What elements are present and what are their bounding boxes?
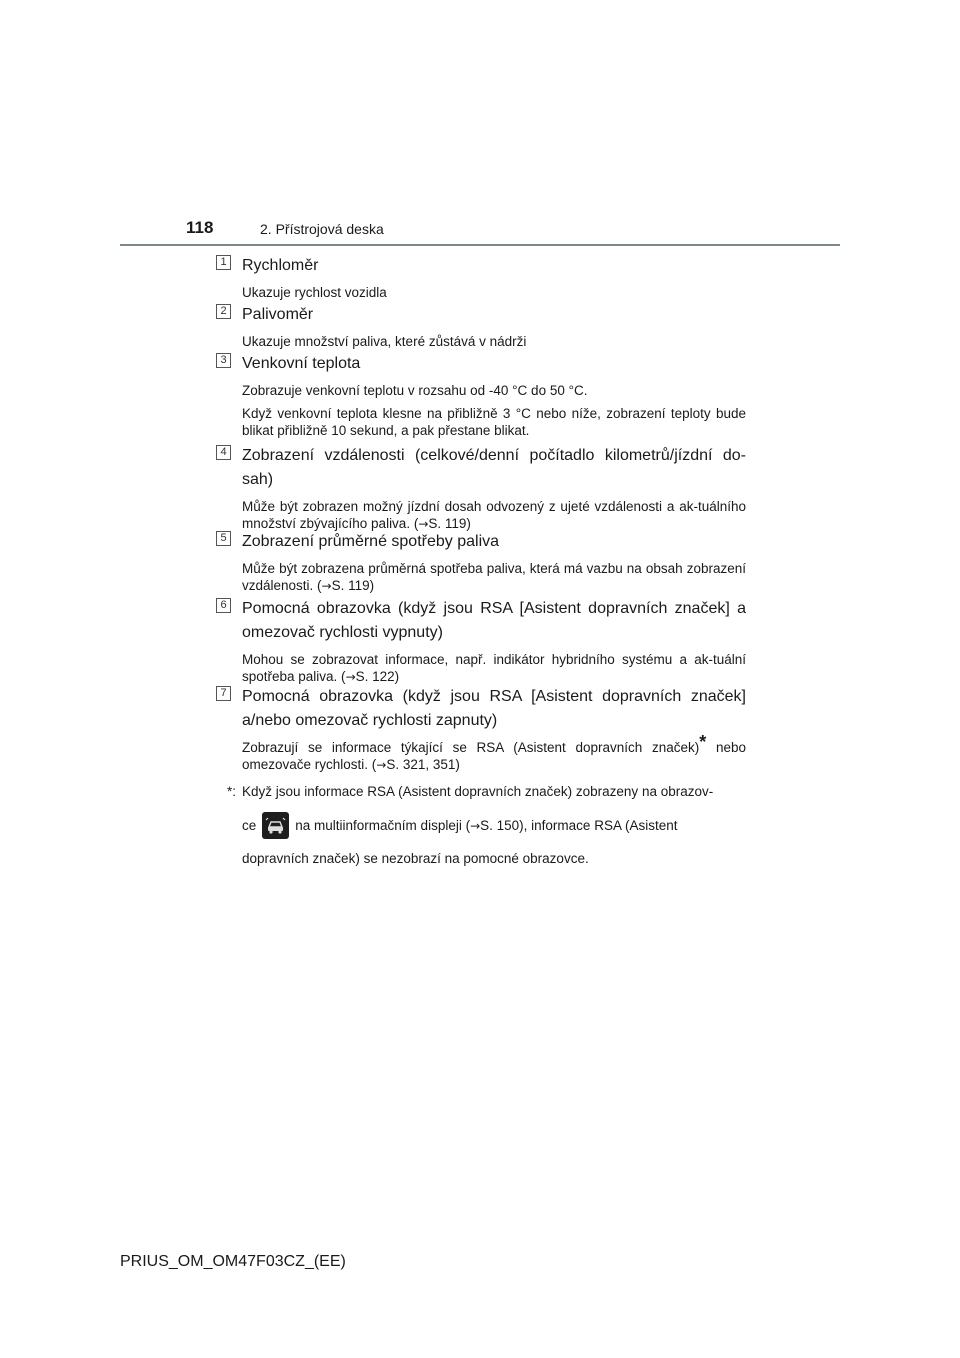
arrow-right-icon: → (470, 818, 481, 833)
footnote-text: ce (242, 817, 257, 833)
list-item (216, 685, 746, 780)
item-title: Pomocná obrazovka (když jsou RSA [Asistent dopravních značek] a/nebo omezovač rychlosti zapnuty) (242, 688, 746, 729)
arrow-right-icon: → (321, 579, 332, 593)
page-reference: S. 321, 351) (386, 757, 460, 772)
item-description (242, 498, 746, 533)
footnote-line: dopravních značek) se nezobrazí na pomocné obrazovce. (242, 851, 589, 866)
page-reference: S. 119) (428, 516, 471, 531)
item-description (242, 732, 746, 774)
car-display-icon (262, 812, 289, 839)
item-number: 1 (216, 255, 231, 270)
item-title: Rychloměr (242, 257, 319, 274)
description-text: Ukazuje rychlost vozidla (242, 285, 387, 300)
list-item (216, 530, 746, 601)
item-description (242, 284, 746, 301)
item-number: 5 (216, 531, 231, 546)
item-title: Palivoměr (242, 306, 314, 323)
list-item (216, 597, 746, 692)
page-reference: S. 150), informace RSA (Asistent (480, 817, 678, 833)
description-text: Když venkovní teplota klesne na přibližně 3 °C nebo níže, zobrazení teploty bude blikat přibližně 10 sekund, a pak přestane blikat. (242, 406, 746, 438)
description-text: Zobrazují se informace týkající se RSA (Asistent dopravních značek) (242, 740, 700, 755)
description-text: Může být zobrazen možný jízdní dosah odvozený z ujeté vzdálenosti a ak-tuálního množství zbývajícího paliva. ( (242, 499, 746, 531)
item-number: 3 (216, 353, 231, 368)
description-text: Mohou se zobrazovat informace, např. indikátor hybridního systému a ak-tuální spotřeba paliva. ( (242, 652, 746, 684)
page-number: 118 (186, 218, 214, 237)
list-item (216, 352, 746, 445)
item-title: Zobrazení průměrné spotřeby paliva (242, 533, 500, 550)
item-number: 6 (216, 598, 231, 613)
item-title: Zobrazení vzdálenosti (celkové/denní počítadlo kilometrů/jízdní do-sah) (242, 447, 746, 488)
item-title: Venkovní teplota (242, 355, 361, 372)
footnote-line (242, 812, 747, 839)
description-text: nebo omezovače rychlosti. ( (242, 740, 746, 772)
arrow-right-icon: → (345, 670, 356, 684)
item-description (242, 651, 746, 686)
item-number: 2 (216, 304, 231, 319)
document-code: PRIUS_OM_OM47F03CZ_(EE) (120, 1253, 346, 1270)
item-number: 4 (216, 445, 231, 460)
description-text: Ukazuje množství paliva, které zůstává v nádrži (242, 334, 527, 349)
footnote-star: * (699, 732, 707, 752)
footnote-mark: *: (227, 784, 237, 799)
list-item (216, 303, 746, 356)
list-item (216, 444, 746, 539)
arrow-right-icon: → (418, 517, 429, 531)
section-title: 2. Přístrojová deska (260, 221, 384, 237)
item-number: 7 (216, 686, 231, 701)
description-text: Zobrazuje venkovní teplotu v rozsahu od -40 °C do 50 °C. (242, 383, 588, 398)
item-title: Pomocná obrazovka (když jsou RSA [Asistent dopravních značek] a omezovač rychlosti vypnuty) (242, 600, 746, 641)
footnote-text: na multiinformačním displeji ( (295, 817, 471, 833)
header-rule (120, 244, 840, 246)
page-reference: S. 119) (331, 578, 375, 593)
page-reference: S. 122) (355, 669, 400, 684)
arrow-right-icon: → (376, 758, 387, 772)
item-description (242, 560, 746, 595)
item-description (242, 382, 746, 439)
footnote (227, 782, 747, 869)
footnote-line: Když jsou informace RSA (Asistent dopravních značek) zobrazeny na obrazov- (242, 784, 714, 799)
item-description (242, 333, 746, 350)
description-text: Může být zobrazena průměrná spotřeba paliva, která má vazbu na obsah zobrazení vzdálenosti. ( (242, 561, 746, 593)
list-item (216, 254, 746, 307)
